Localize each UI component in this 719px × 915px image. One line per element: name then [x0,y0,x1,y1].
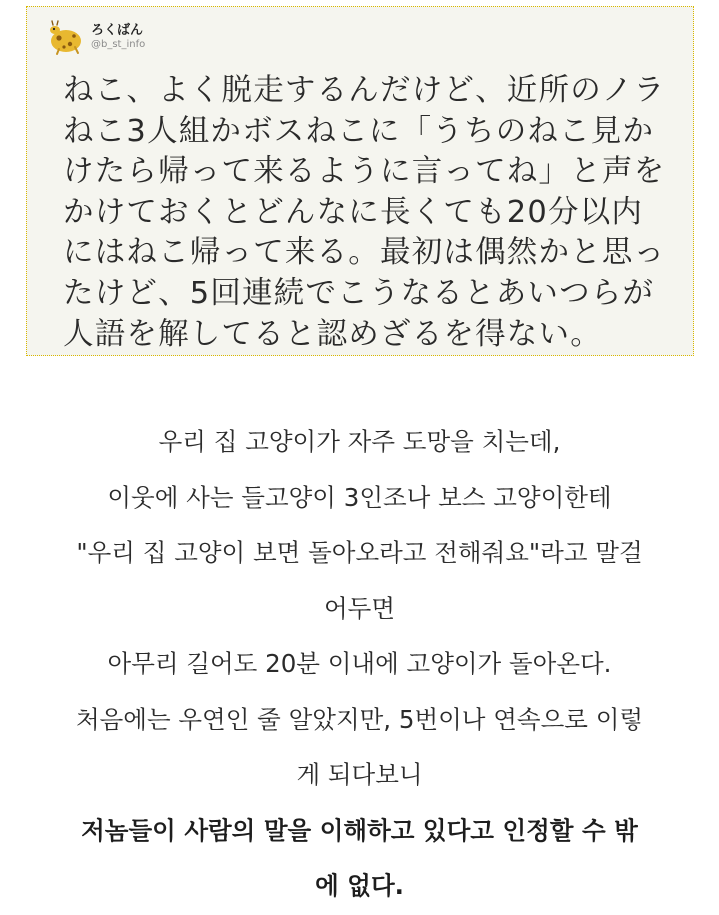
tweet-line: かけておくとどんなに長くても20分以内 [63,194,644,230]
avatar[interactable] [45,17,85,57]
translation-line: 게 되다보니 [296,760,423,789]
giraffe-avatar-icon [45,17,85,57]
tweet-line: ねこ、よく脱走するんだけど、近所のノラ [63,73,666,108]
author-info [91,24,145,49]
translation-bold-line: 저놈들이 사람의 말을 이해하고 있다고 인정할 수 밖 [81,815,638,845]
author-name[interactable]: ろくばん [91,23,144,39]
tweet-line: けたら帰って来るように言ってね」と声を [63,154,666,190]
translation-bold-line: 에 없다. [315,871,404,900]
translation-line: "우리 집 고양이 보면 돌아오라고 전해줘요"라고 말걸 [76,538,643,567]
tweet-line: にはねこ帰って来る。最初は偶然かと思っ [63,235,666,271]
tweet-card [26,6,694,356]
translation-text [0,414,719,914]
translation-line: 이웃에 사는 들고양이 3인조나 보스 고양이한테 [107,482,612,512]
tweet-header [45,17,145,57]
translation-line: 처음에는 우연인 줄 알았지만, 5번이나 연속으로 이렇 [75,704,644,734]
translation-line: 어두면 [323,593,395,623]
tweet-line: 人語を解してると認めざるを得ない。 [63,316,602,352]
translation-line: 우리 집 고양이가 자주 도망을 치는데, [158,427,561,456]
tweet-line: ねこ3人組かボスねこに「うちのねこ見か [63,113,655,149]
translation-line: 아무리 길어도 20분 이내에 고양이가 돌아온다. [107,649,612,678]
tweet-line: たけど、5回連続でこうなるとあいつらが [63,275,655,311]
author-handle[interactable]: @b_st_info [91,38,146,50]
tweet-text [63,71,683,355]
